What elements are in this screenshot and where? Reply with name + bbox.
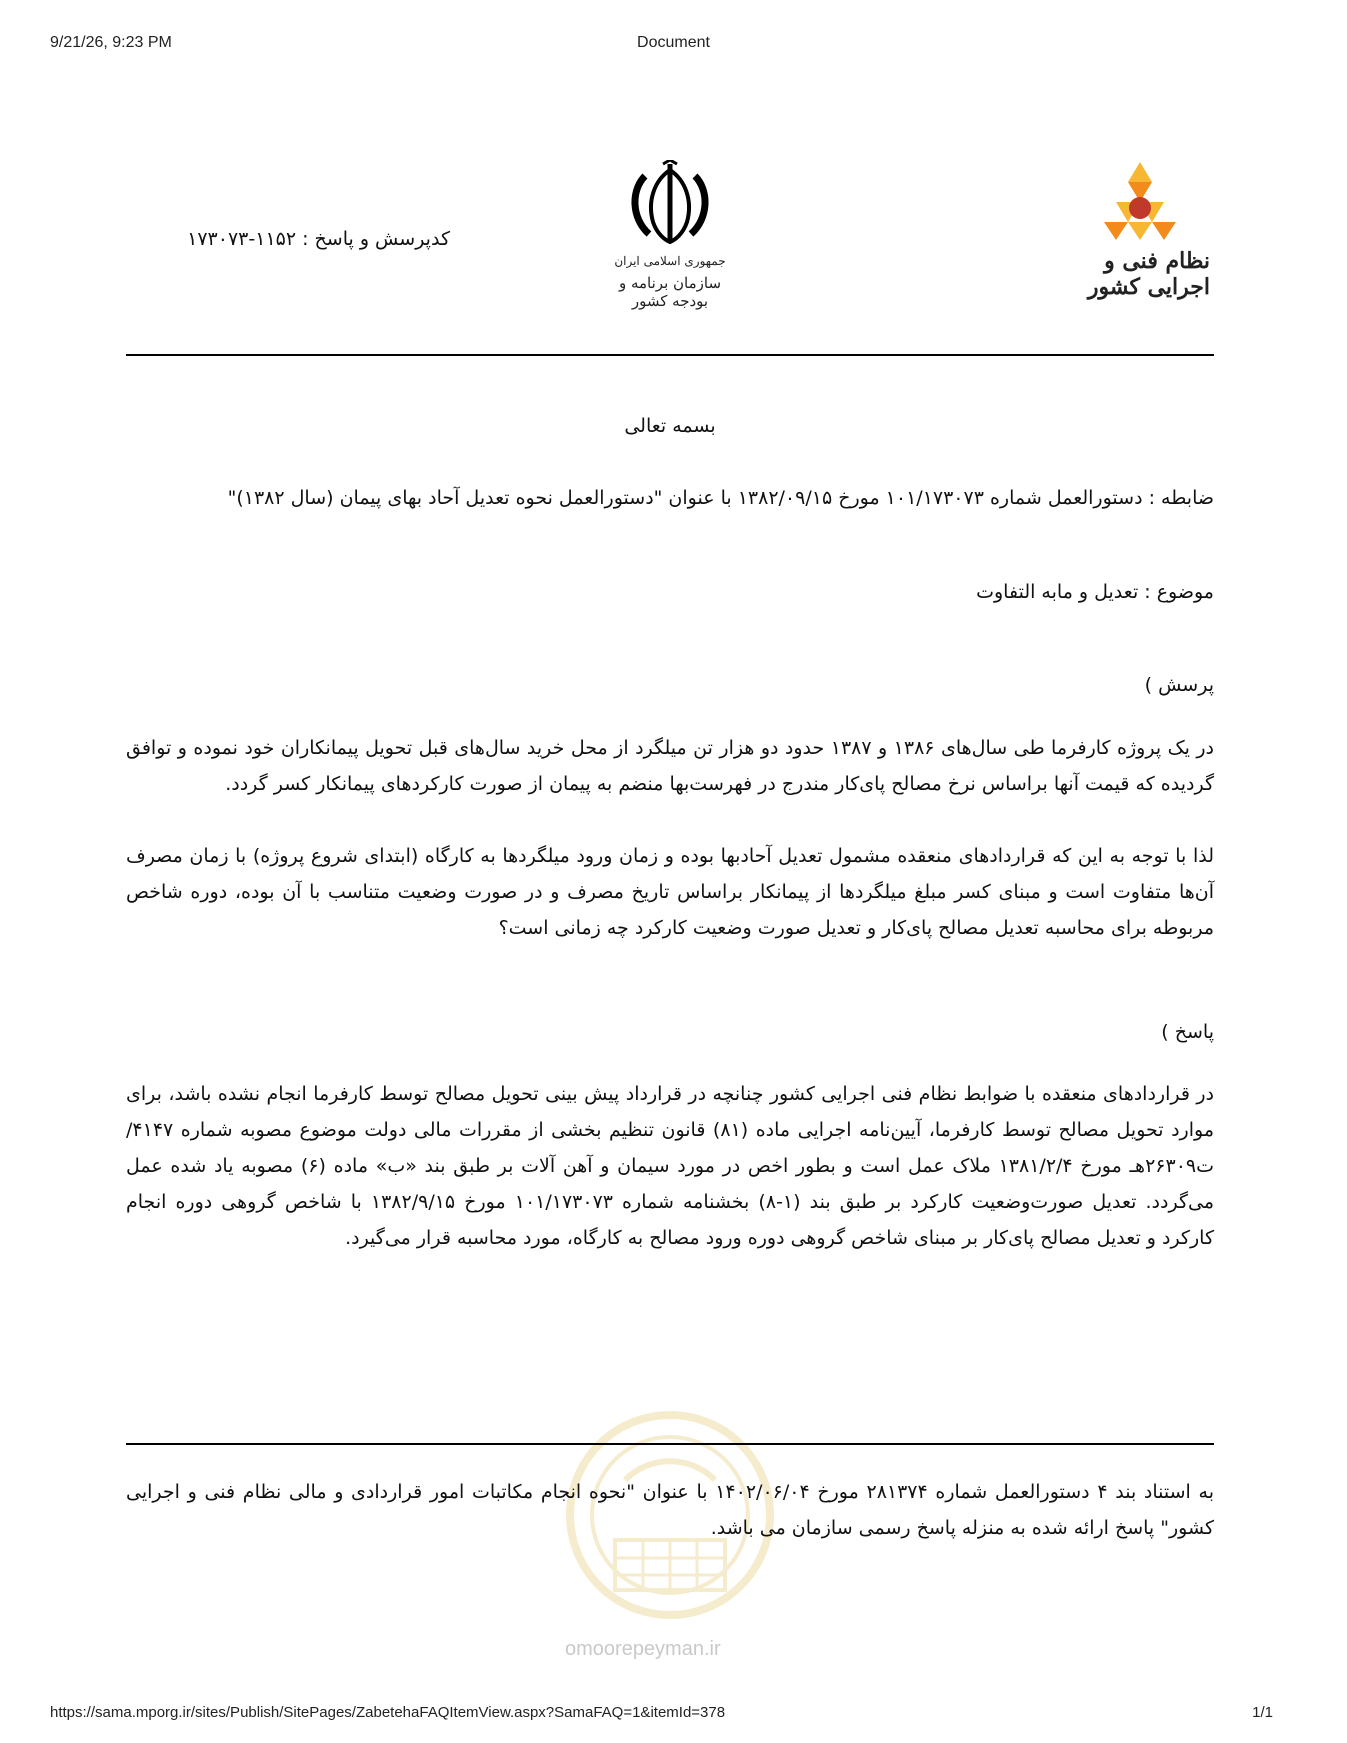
emblem-caption-line2: سازمان برنامه و بودجه کشور — [618, 274, 722, 310]
qa-code: کدپرسش و پاسخ : ۱۱۵۲-۱۷۳۰۷۳ — [187, 228, 450, 250]
official-response-note: به استناد بند ۴ دستورالعمل شماره ۲۸۱۳۷۴ مورخ ۱۴۰۲/۰۶/۰۴ با عنوان "نحوه انجام مکاتبات امور قراردادی و مالی نظام فنی و اجرایی کشور" پاسخ ارائه شده به منزله پاسخ رسمی سازمان می باشد. — [126, 1481, 1214, 1539]
question-heading: پرسش ) — [1144, 674, 1214, 696]
emblem-caption-line1: جمهوری اسلامی ایران — [614, 254, 726, 268]
iran-emblem-icon — [625, 160, 715, 248]
iran-emblem — [600, 160, 740, 310]
print-datetime: 9/21/26, 9:23 PM — [50, 34, 172, 51]
question-paragraph-1: در یک پروژه کارفرما طی سال‌های ۱۳۸۶ و ۱۳۸۷ حدود دو هزار تن میلگرد از محل خرید سال‌های قبل تحویل پیمانکاران خود نموده و توافق گردیده که قیمت آنها براساس نرخ مصالح پای‌کار مندرج در فهرست‌بها منضم به پیمان از صورت کارکردهای پیمانکار کسر گردد. — [126, 737, 1214, 795]
print-footer — [50, 1704, 1297, 1728]
page-number: 1/1 — [1252, 1704, 1273, 1721]
subject-line: موضوع : تعدیل و مابه التفاوت — [976, 581, 1214, 603]
page-url[interactable]: https://sama.mporg.ir/sites/Publish/SitePages/ZabetehaFAQItemView.aspx?SamaFAQ=1&itemId=378 — [50, 1704, 726, 1721]
question-paragraph-2: لذا با توجه به این که قراردادهای منعقده مشمول تعدیل آحادبها بوده و زمان ورود میلگردها به کارگاه (ابتدای شروع پروژه) با زمان مصرف آن‌ها متفاوت است و مبنای کسر مبلغ میلگردها از پیمانکار براساس تاریخ مصرف و در صورت وضعیت متناسب با آن بوده، دوره شاخص مربوطه برای محاسبه تعدیل مصالح پای‌کار و تعدیل صورت وضعیت کارکرد چه زمانی است؟ — [126, 845, 1214, 939]
watermark-text: omoorepeyman.ir — [565, 1638, 721, 1660]
technical-system-logo — [1060, 160, 1210, 310]
footer-divider — [126, 1443, 1214, 1445]
bismillah: بسمه تعالی — [624, 415, 716, 437]
print-document-title: Document — [637, 34, 710, 51]
logo-text: نظام فنی و اجرایی کشور — [1087, 248, 1210, 300]
answer-paragraph: در قراردادهای منعقده با ضوابط نظام فنی اجرایی کشور چنانچه در قرارداد پیش بینی تحویل مصالح توسط کارفرما انجام نشده باشد، برای موارد تحویل مصالح توسط کارفرما، آیین‌نامه اجرایی ماده (۸۱) قانون تنظیم بخشی از مقررات مالی دولت موضوع مصوبه شماره ۴۱۴۷/ت۲۶۳۰۹هـ مورخ ۱۳۸۱/۲/۴ ملاک عمل است و بطور اخص در مورد سیمان و آهن آلات بر طبق بند «ب» ماده (۶) مصوبه یاد شده عمل می‌گردد. تعدیل صورت‌وضعیت کارکرد بر طبق بند (۱-۸) بخشنامه شماره ۱۰۱/۱۷۳۰۷۳ مورخ ۱۳۸۲/۹/۱۵ با شاخص گروهی دوره انجام کارکرد و تعدیل مصالح پای‌کار بر مبنای شاخص گروهی دوره ورود مصالح به کارگاه، مورد محاسبه قرار می‌گیرد. — [126, 1083, 1215, 1249]
header-divider — [126, 354, 1214, 356]
answer-heading: پاسخ ) — [1161, 1021, 1214, 1043]
regulation-line: ضابطه : دستورالعمل شماره ۱۰۱/۱۷۳۰۷۳ مورخ ۱۳۸۲/۰۹/۱۵ با عنوان "دستورالعمل نحوه تعدیل آحاد بهای پیمان (سال ۱۳۸۲)" — [227, 487, 1214, 509]
print-header — [50, 34, 1297, 58]
logo-triangle-icon — [1100, 160, 1180, 242]
